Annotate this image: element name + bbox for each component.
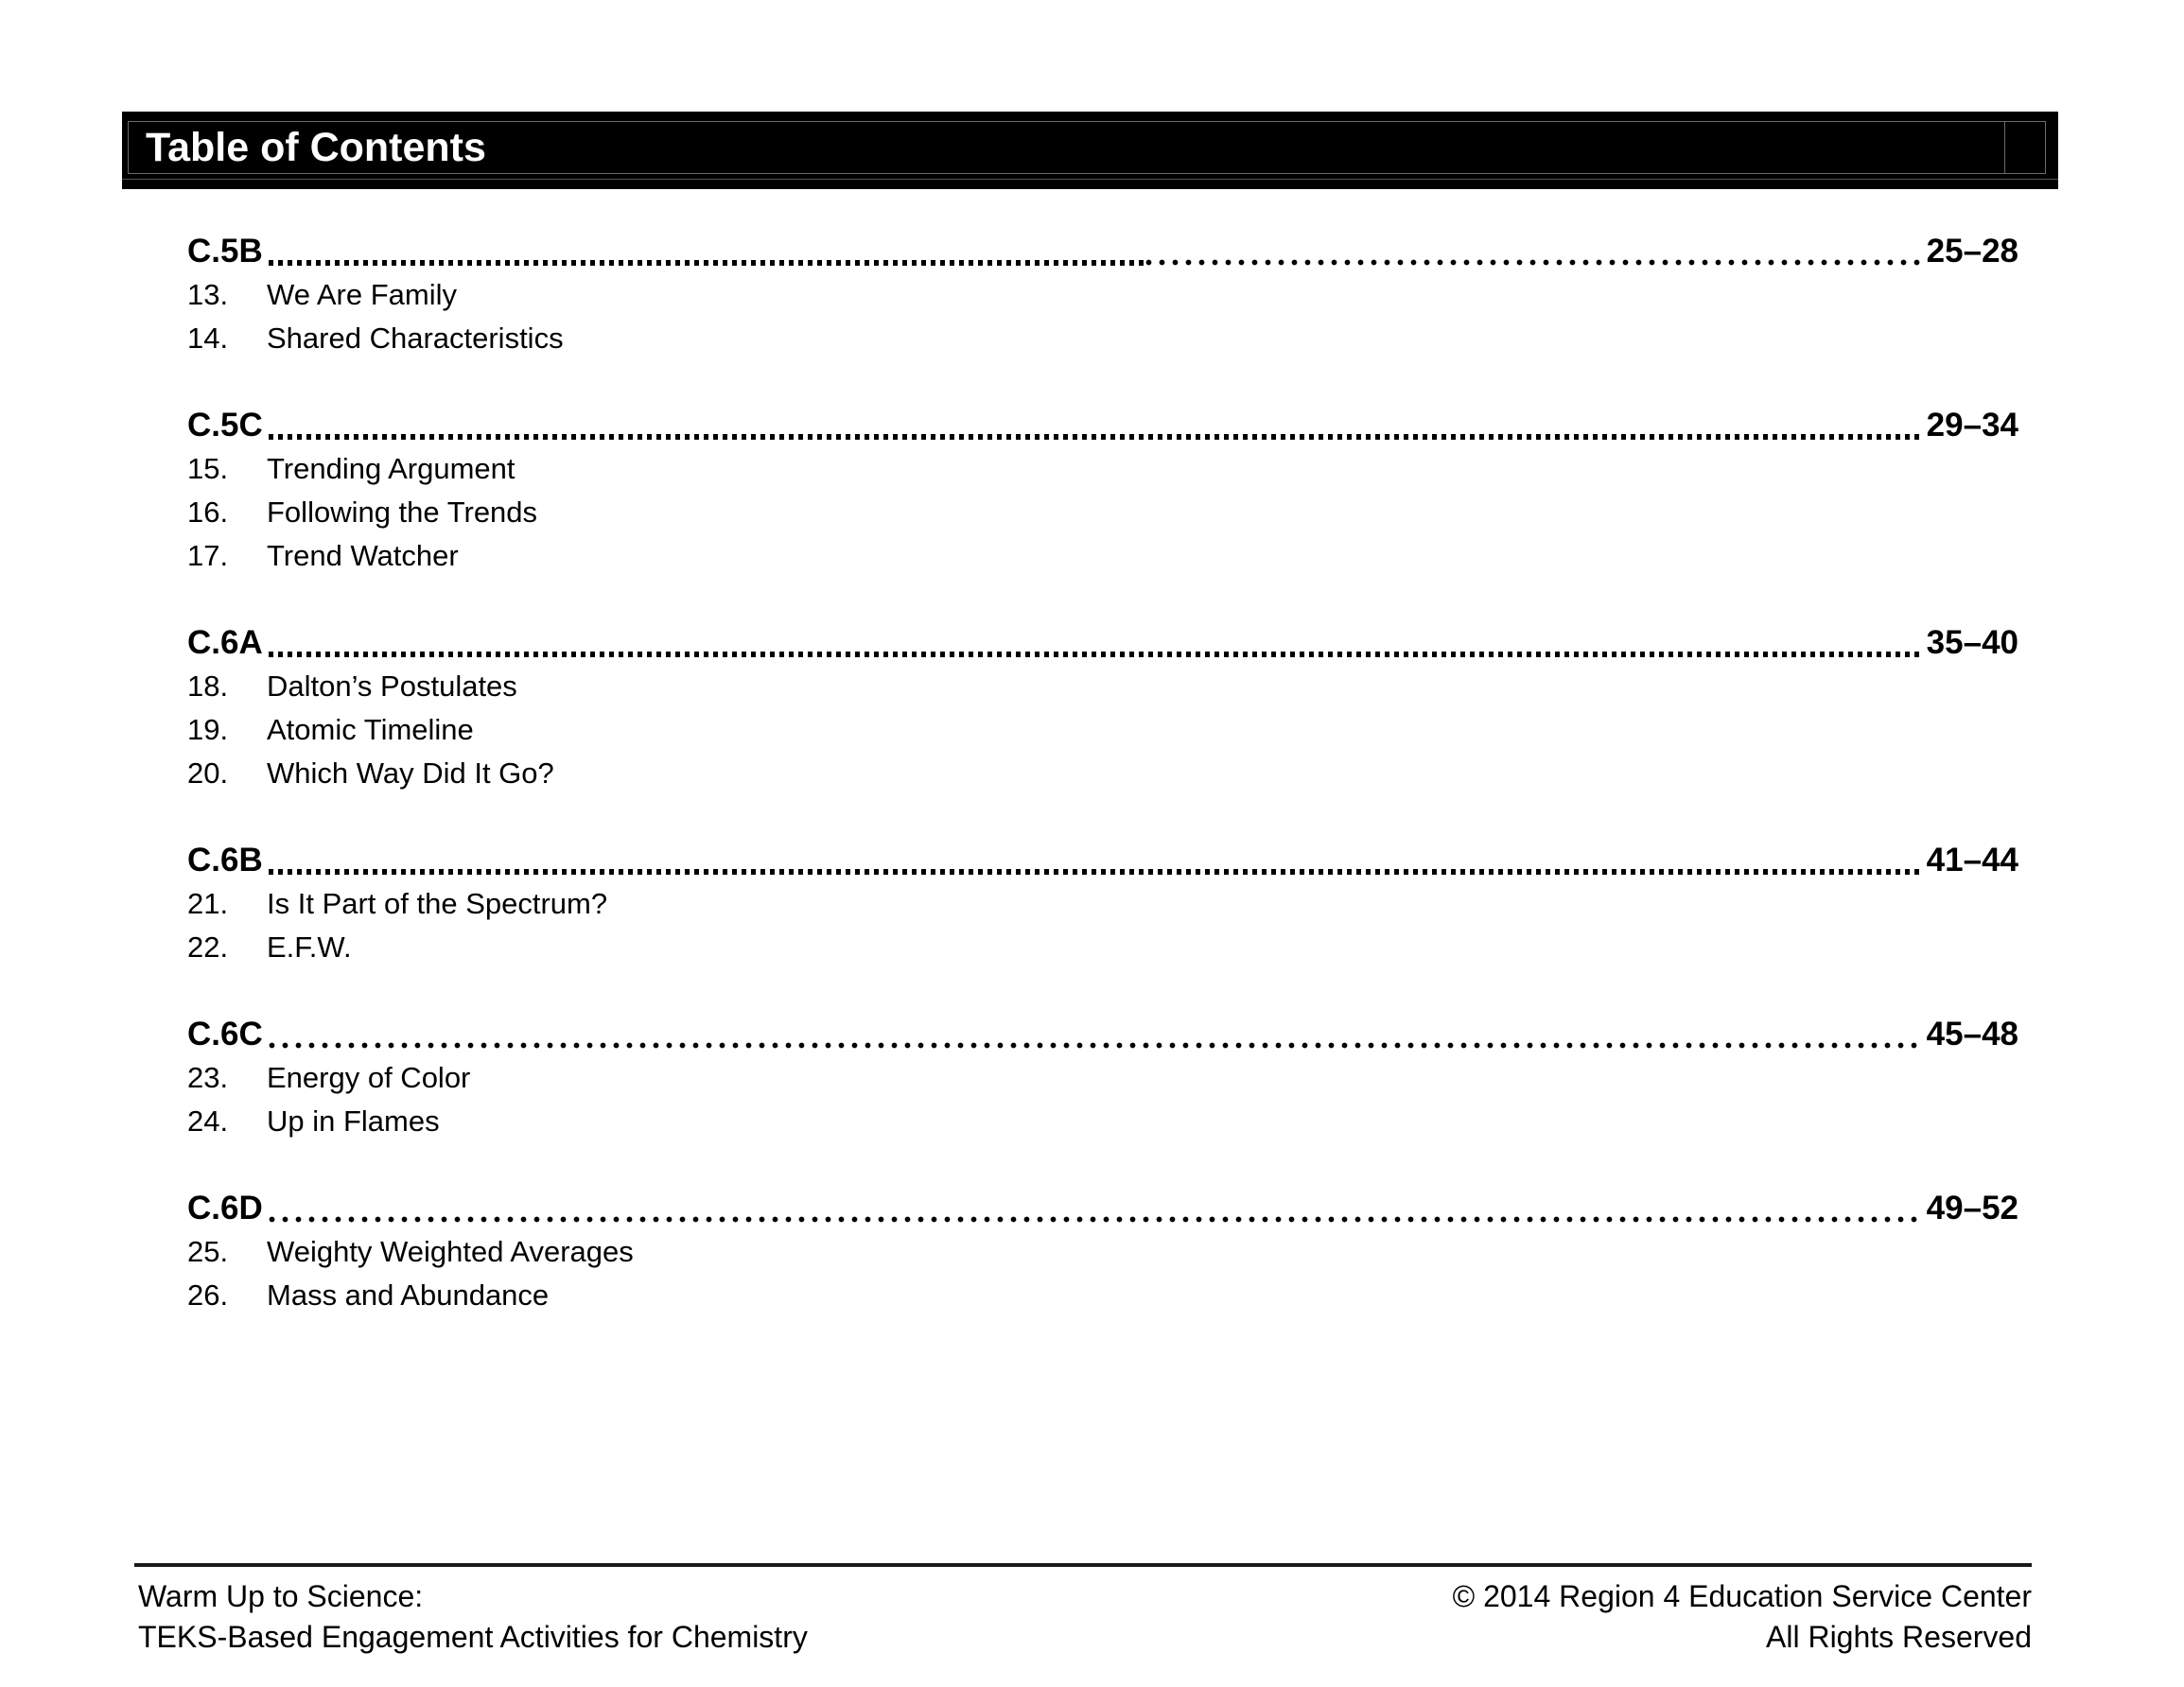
item-title: Mass and Abundance xyxy=(267,1278,550,1312)
toc-item xyxy=(187,665,2018,708)
item-number: 25. xyxy=(187,1235,229,1268)
item-number: 22. xyxy=(187,930,229,964)
section-pages: 29–34 xyxy=(1926,407,2018,443)
item-title: Trend Watcher xyxy=(267,539,459,572)
toc-item xyxy=(187,447,2018,491)
footer-book-title: Warm Up to Science: xyxy=(138,1579,424,1613)
item-number: 14. xyxy=(187,322,229,355)
toc-section xyxy=(187,230,2018,360)
item-title: Following the Trends xyxy=(267,496,538,529)
item-title: Energy of Color xyxy=(267,1061,471,1094)
item-number: 18. xyxy=(187,670,229,703)
item-title: Trending Argument xyxy=(267,452,515,485)
toc-item xyxy=(187,1274,2018,1317)
item-title: Up in Flames xyxy=(267,1104,440,1138)
item-number: 23. xyxy=(187,1061,229,1094)
section-code: C.6B xyxy=(187,842,263,878)
section-pages: 25–28 xyxy=(1926,233,2018,270)
footer-divider xyxy=(134,1563,2032,1567)
item-title: Shared Characteristics xyxy=(267,322,564,355)
item-title: Which Way Did It Go? xyxy=(267,757,554,790)
section-code: C.6A xyxy=(187,624,263,661)
dot-leader xyxy=(269,259,1924,266)
toc-item xyxy=(187,1056,2018,1100)
footer-copyright: © 2014 Region 4 Education Service Center xyxy=(1452,1579,2032,1613)
toc-section xyxy=(187,621,2018,795)
table-of-contents xyxy=(187,230,2018,1361)
section-code: C.5C xyxy=(187,407,263,443)
section-heading-row xyxy=(187,1013,2018,1056)
section-code: C.5B xyxy=(187,233,263,270)
footer-rights: All Rights Reserved xyxy=(1766,1620,2032,1654)
toc-item xyxy=(187,882,2018,926)
item-number: 13. xyxy=(187,278,229,311)
item-number: 17. xyxy=(187,539,229,572)
section-pages: 35–40 xyxy=(1926,624,2018,661)
dot-leader xyxy=(269,433,1924,440)
footer-right xyxy=(1453,1576,2032,1658)
dot-leader xyxy=(269,868,1924,875)
toc-item xyxy=(187,534,2018,578)
toc-item xyxy=(187,1230,2018,1274)
item-title: Weighty Weighted Averages xyxy=(267,1235,634,1268)
toc-section xyxy=(187,839,2018,969)
toc-section xyxy=(187,404,2018,578)
dot-leader xyxy=(269,1216,1924,1223)
toc-item xyxy=(187,317,2018,360)
section-pages: 41–44 xyxy=(1926,842,2018,878)
section-heading-row xyxy=(187,1187,2018,1230)
item-number: 15. xyxy=(187,452,229,485)
item-title: E.F.W. xyxy=(267,930,352,964)
dot-leader xyxy=(269,651,1924,657)
section-heading-row xyxy=(187,621,2018,665)
item-title: Atomic Timeline xyxy=(267,713,474,746)
toc-item xyxy=(187,491,2018,534)
toc-item xyxy=(187,926,2018,969)
item-title: We Are Family xyxy=(267,278,457,311)
section-pages: 49–52 xyxy=(1926,1190,2018,1226)
section-heading-row xyxy=(187,404,2018,447)
item-title: Is It Part of the Spectrum? xyxy=(267,887,608,920)
item-number: 19. xyxy=(187,713,229,746)
footer-left xyxy=(138,1576,808,1658)
toc-item xyxy=(187,273,2018,317)
item-number: 24. xyxy=(187,1104,229,1138)
footer-book-subtitle: TEKS-Based Engagement Activities for Chemistry xyxy=(138,1620,808,1654)
item-title: Dalton’s Postulates xyxy=(267,670,517,703)
item-number: 16. xyxy=(187,496,229,529)
section-pages: 45–48 xyxy=(1926,1016,2018,1052)
toc-section xyxy=(187,1013,2018,1143)
toc-item xyxy=(187,752,2018,795)
header-bar xyxy=(122,112,2058,189)
page-title: Table of Contents xyxy=(146,124,486,170)
dot-leader xyxy=(269,1042,1924,1049)
section-heading-row xyxy=(187,839,2018,882)
header-vertical-hairline xyxy=(2004,121,2005,174)
section-code: C.6C xyxy=(187,1016,263,1052)
item-number: 26. xyxy=(187,1278,229,1312)
toc-item xyxy=(187,708,2018,752)
toc-item xyxy=(187,1100,2018,1143)
item-number: 21. xyxy=(187,887,229,920)
toc-section xyxy=(187,1187,2018,1317)
section-code: C.6D xyxy=(187,1190,263,1226)
section-heading-row xyxy=(187,230,2018,273)
item-number: 20. xyxy=(187,757,229,790)
